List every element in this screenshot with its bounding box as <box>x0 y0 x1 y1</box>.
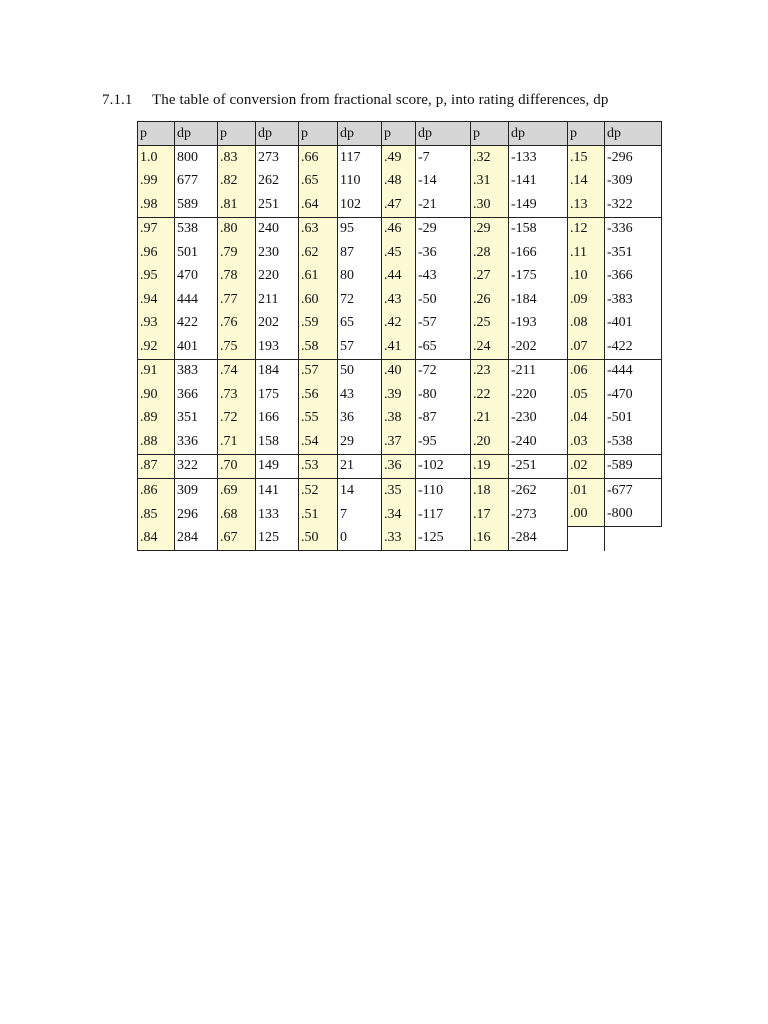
cell-p: .33 <box>382 527 416 551</box>
cell-p: .08 <box>568 312 605 336</box>
cell-p: .61 <box>299 265 338 289</box>
cell-dp: 184 <box>256 359 299 383</box>
section-number: 7.1.1 <box>102 92 133 108</box>
cell-p: .19 <box>471 454 509 479</box>
cell-p: .44 <box>382 265 416 289</box>
cell-dp: 125 <box>256 527 299 551</box>
cell-dp: 230 <box>256 241 299 265</box>
cell-p: .49 <box>382 146 416 170</box>
cell-p: .66 <box>299 146 338 170</box>
cell-p: .90 <box>138 383 175 407</box>
cell-p: .43 <box>382 288 416 312</box>
cell-dp: -149 <box>509 193 568 217</box>
cell-dp: 422 <box>175 312 218 336</box>
table-row <box>138 288 662 312</box>
cell-p: .21 <box>471 407 509 431</box>
cell-dp: 193 <box>256 335 299 359</box>
cell-p: .96 <box>138 241 175 265</box>
cell-dp: -125 <box>416 527 471 551</box>
table-row <box>138 527 662 551</box>
cell-p: .83 <box>218 146 256 170</box>
cell-p: .54 <box>299 430 338 454</box>
cell-dp: -220 <box>509 383 568 407</box>
cell-p: .47 <box>382 193 416 217</box>
cell-p: .77 <box>218 288 256 312</box>
cell-dp: -80 <box>416 383 471 407</box>
cell-p: .22 <box>471 383 509 407</box>
cell-p: .82 <box>218 170 256 194</box>
cell-p: .73 <box>218 383 256 407</box>
cell-p: .06 <box>568 359 605 383</box>
cell-p: .81 <box>218 193 256 217</box>
cell-p: .58 <box>299 335 338 359</box>
cell-dp: 0 <box>338 527 382 551</box>
cell-dp: -36 <box>416 241 471 265</box>
cell-dp: 240 <box>256 217 299 241</box>
cell-dp: -166 <box>509 241 568 265</box>
cell-dp: -95 <box>416 430 471 454</box>
cell-dp: -50 <box>416 288 471 312</box>
cell-p: .63 <box>299 217 338 241</box>
cell-p: .59 <box>299 312 338 336</box>
cell-dp: -444 <box>605 359 662 383</box>
cell-p: .41 <box>382 335 416 359</box>
section-heading <box>102 92 608 109</box>
header-cell-p: p <box>382 122 416 146</box>
cell-dp: -175 <box>509 265 568 289</box>
cell-p: .46 <box>382 217 416 241</box>
cell-p: .72 <box>218 407 256 431</box>
cell-dp: -193 <box>509 312 568 336</box>
table-row <box>138 241 662 265</box>
cell-dp: 57 <box>338 335 382 359</box>
cell-dp: 158 <box>256 430 299 454</box>
table-row <box>138 430 662 454</box>
cell-dp: 175 <box>256 383 299 407</box>
empty-cell <box>605 527 662 551</box>
cell-p: .15 <box>568 146 605 170</box>
cell-dp: -14 <box>416 170 471 194</box>
cell-dp: 80 <box>338 265 382 289</box>
cell-dp: 351 <box>175 407 218 431</box>
table-row <box>138 146 662 170</box>
header-row <box>138 122 662 146</box>
table-row <box>138 217 662 241</box>
cell-dp: -202 <box>509 335 568 359</box>
cell-p: .97 <box>138 217 175 241</box>
cell-p: .79 <box>218 241 256 265</box>
cell-p: .62 <box>299 241 338 265</box>
cell-dp: -87 <box>416 407 471 431</box>
cell-dp: 444 <box>175 288 218 312</box>
cell-p: .39 <box>382 383 416 407</box>
cell-dp: 141 <box>256 479 299 503</box>
cell-dp: 65 <box>338 312 382 336</box>
cell-p: .60 <box>299 288 338 312</box>
cell-dp: -158 <box>509 217 568 241</box>
header-cell-p: p <box>138 122 175 146</box>
cell-p: .68 <box>218 503 256 527</box>
cell-dp: -251 <box>509 454 568 479</box>
cell-p: .55 <box>299 407 338 431</box>
cell-dp: -336 <box>605 217 662 241</box>
table-row <box>138 359 662 383</box>
cell-dp: -284 <box>509 527 568 551</box>
cell-dp: -470 <box>605 383 662 407</box>
cell-dp: -141 <box>509 170 568 194</box>
cell-p: .75 <box>218 335 256 359</box>
cell-dp: 43 <box>338 383 382 407</box>
cell-p: .07 <box>568 335 605 359</box>
cell-dp: -422 <box>605 335 662 359</box>
cell-p: .11 <box>568 241 605 265</box>
cell-p: .99 <box>138 170 175 194</box>
cell-dp: 296 <box>175 503 218 527</box>
cell-p: .29 <box>471 217 509 241</box>
cell-dp: 102 <box>338 193 382 217</box>
cell-p: .78 <box>218 265 256 289</box>
cell-p: .31 <box>471 170 509 194</box>
cell-p: .01 <box>568 479 605 503</box>
table-row <box>138 479 662 503</box>
cell-p: .23 <box>471 359 509 383</box>
cell-dp: -538 <box>605 430 662 454</box>
cell-p: .65 <box>299 170 338 194</box>
cell-p: .28 <box>471 241 509 265</box>
header-cell-dp: dp <box>509 122 568 146</box>
cell-p: .53 <box>299 454 338 479</box>
cell-dp: 589 <box>175 193 218 217</box>
cell-dp: 262 <box>256 170 299 194</box>
cell-p: .13 <box>568 193 605 217</box>
cell-p: .03 <box>568 430 605 454</box>
cell-p: .24 <box>471 335 509 359</box>
cell-p: .57 <box>299 359 338 383</box>
cell-dp: -110 <box>416 479 471 503</box>
cell-dp: 501 <box>175 241 218 265</box>
cell-p: .30 <box>471 193 509 217</box>
table-row <box>138 312 662 336</box>
cell-dp: 538 <box>175 217 218 241</box>
cell-dp: -309 <box>605 170 662 194</box>
cell-p: .84 <box>138 527 175 551</box>
empty-cell <box>568 527 605 551</box>
table-row <box>138 170 662 194</box>
cell-dp: 322 <box>175 454 218 479</box>
cell-dp: 50 <box>338 359 382 383</box>
cell-p: .34 <box>382 503 416 527</box>
cell-p: .17 <box>471 503 509 527</box>
cell-p: .87 <box>138 454 175 479</box>
cell-dp: 251 <box>256 193 299 217</box>
cell-dp: 284 <box>175 527 218 551</box>
header-cell-p: p <box>218 122 256 146</box>
cell-p: .67 <box>218 527 256 551</box>
cell-p: .80 <box>218 217 256 241</box>
cell-p: .71 <box>218 430 256 454</box>
cell-dp: -211 <box>509 359 568 383</box>
cell-p: .48 <box>382 170 416 194</box>
cell-dp: -65 <box>416 335 471 359</box>
cell-dp: -184 <box>509 288 568 312</box>
header-cell-p: p <box>299 122 338 146</box>
cell-p: .93 <box>138 312 175 336</box>
cell-dp: -296 <box>605 146 662 170</box>
cell-p: .76 <box>218 312 256 336</box>
cell-p: .92 <box>138 335 175 359</box>
header-cell-dp: dp <box>416 122 471 146</box>
conversion-table <box>137 121 662 551</box>
cell-p: .26 <box>471 288 509 312</box>
cell-dp: -351 <box>605 241 662 265</box>
table-row <box>138 383 662 407</box>
cell-dp: -230 <box>509 407 568 431</box>
cell-dp: 166 <box>256 407 299 431</box>
cell-dp: 7 <box>338 503 382 527</box>
cell-dp: 336 <box>175 430 218 454</box>
cell-dp: 133 <box>256 503 299 527</box>
cell-dp: -401 <box>605 312 662 336</box>
cell-dp: -133 <box>509 146 568 170</box>
cell-dp: -21 <box>416 193 471 217</box>
cell-p: .56 <box>299 383 338 407</box>
cell-p: .88 <box>138 430 175 454</box>
cell-p: .02 <box>568 454 605 479</box>
cell-p: .94 <box>138 288 175 312</box>
table-row <box>138 265 662 289</box>
section-title: The table of conversion from fractional score, p, into rating differences, dp <box>152 92 609 108</box>
table-row <box>138 407 662 431</box>
cell-p: .04 <box>568 407 605 431</box>
cell-p: .91 <box>138 359 175 383</box>
cell-p: 1.0 <box>138 146 175 170</box>
cell-dp: -800 <box>605 503 662 527</box>
cell-dp: 72 <box>338 288 382 312</box>
cell-dp: 220 <box>256 265 299 289</box>
cell-dp: 29 <box>338 430 382 454</box>
cell-p: .51 <box>299 503 338 527</box>
cell-p: .37 <box>382 430 416 454</box>
cell-p: .42 <box>382 312 416 336</box>
cell-dp: -240 <box>509 430 568 454</box>
cell-p: .14 <box>568 170 605 194</box>
cell-dp: 470 <box>175 265 218 289</box>
cell-dp: -117 <box>416 503 471 527</box>
cell-dp: 677 <box>175 170 218 194</box>
cell-dp: -43 <box>416 265 471 289</box>
cell-p: .40 <box>382 359 416 383</box>
header-cell-dp: dp <box>256 122 299 146</box>
cell-dp: -383 <box>605 288 662 312</box>
cell-p: .00 <box>568 503 605 527</box>
cell-dp: -501 <box>605 407 662 431</box>
cell-dp: -589 <box>605 454 662 479</box>
cell-dp: 21 <box>338 454 382 479</box>
cell-dp: 36 <box>338 407 382 431</box>
header-cell-p: p <box>471 122 509 146</box>
cell-p: .36 <box>382 454 416 479</box>
cell-p: .10 <box>568 265 605 289</box>
table-row <box>138 335 662 359</box>
cell-p: .98 <box>138 193 175 217</box>
cell-p: .64 <box>299 193 338 217</box>
cell-dp: 202 <box>256 312 299 336</box>
cell-p: .89 <box>138 407 175 431</box>
cell-dp: 149 <box>256 454 299 479</box>
cell-p: .86 <box>138 479 175 503</box>
cell-dp: 117 <box>338 146 382 170</box>
cell-dp: 273 <box>256 146 299 170</box>
cell-p: .50 <box>299 527 338 551</box>
cell-p: .25 <box>471 312 509 336</box>
cell-p: .09 <box>568 288 605 312</box>
cell-dp: 309 <box>175 479 218 503</box>
table-row <box>138 503 662 527</box>
table-row <box>138 193 662 217</box>
cell-dp: 110 <box>338 170 382 194</box>
header-cell-dp: dp <box>175 122 218 146</box>
cell-p: .32 <box>471 146 509 170</box>
cell-dp: -7 <box>416 146 471 170</box>
cell-dp: -29 <box>416 217 471 241</box>
cell-p: .05 <box>568 383 605 407</box>
cell-dp: -273 <box>509 503 568 527</box>
cell-dp: -322 <box>605 193 662 217</box>
cell-dp: 401 <box>175 335 218 359</box>
cell-dp: 800 <box>175 146 218 170</box>
cell-dp: -72 <box>416 359 471 383</box>
cell-p: .12 <box>568 217 605 241</box>
header-cell-p: p <box>568 122 605 146</box>
header-cell-dp: dp <box>605 122 662 146</box>
cell-dp: 366 <box>175 383 218 407</box>
cell-dp: 14 <box>338 479 382 503</box>
cell-dp: -677 <box>605 479 662 503</box>
table-row <box>138 454 662 479</box>
cell-p: .52 <box>299 479 338 503</box>
cell-p: .16 <box>471 527 509 551</box>
cell-dp: -262 <box>509 479 568 503</box>
cell-p: .69 <box>218 479 256 503</box>
cell-dp: -102 <box>416 454 471 479</box>
conversion-table-body <box>138 122 662 551</box>
cell-p: .85 <box>138 503 175 527</box>
cell-dp: 95 <box>338 217 382 241</box>
cell-p: .74 <box>218 359 256 383</box>
cell-dp: -366 <box>605 265 662 289</box>
cell-dp: -57 <box>416 312 471 336</box>
cell-dp: 211 <box>256 288 299 312</box>
cell-dp: 383 <box>175 359 218 383</box>
cell-p: .38 <box>382 407 416 431</box>
cell-p: .27 <box>471 265 509 289</box>
cell-p: .18 <box>471 479 509 503</box>
cell-p: .20 <box>471 430 509 454</box>
cell-p: .95 <box>138 265 175 289</box>
cell-p: .45 <box>382 241 416 265</box>
cell-p: .70 <box>218 454 256 479</box>
cell-dp: 87 <box>338 241 382 265</box>
header-cell-dp: dp <box>338 122 382 146</box>
cell-p: .35 <box>382 479 416 503</box>
